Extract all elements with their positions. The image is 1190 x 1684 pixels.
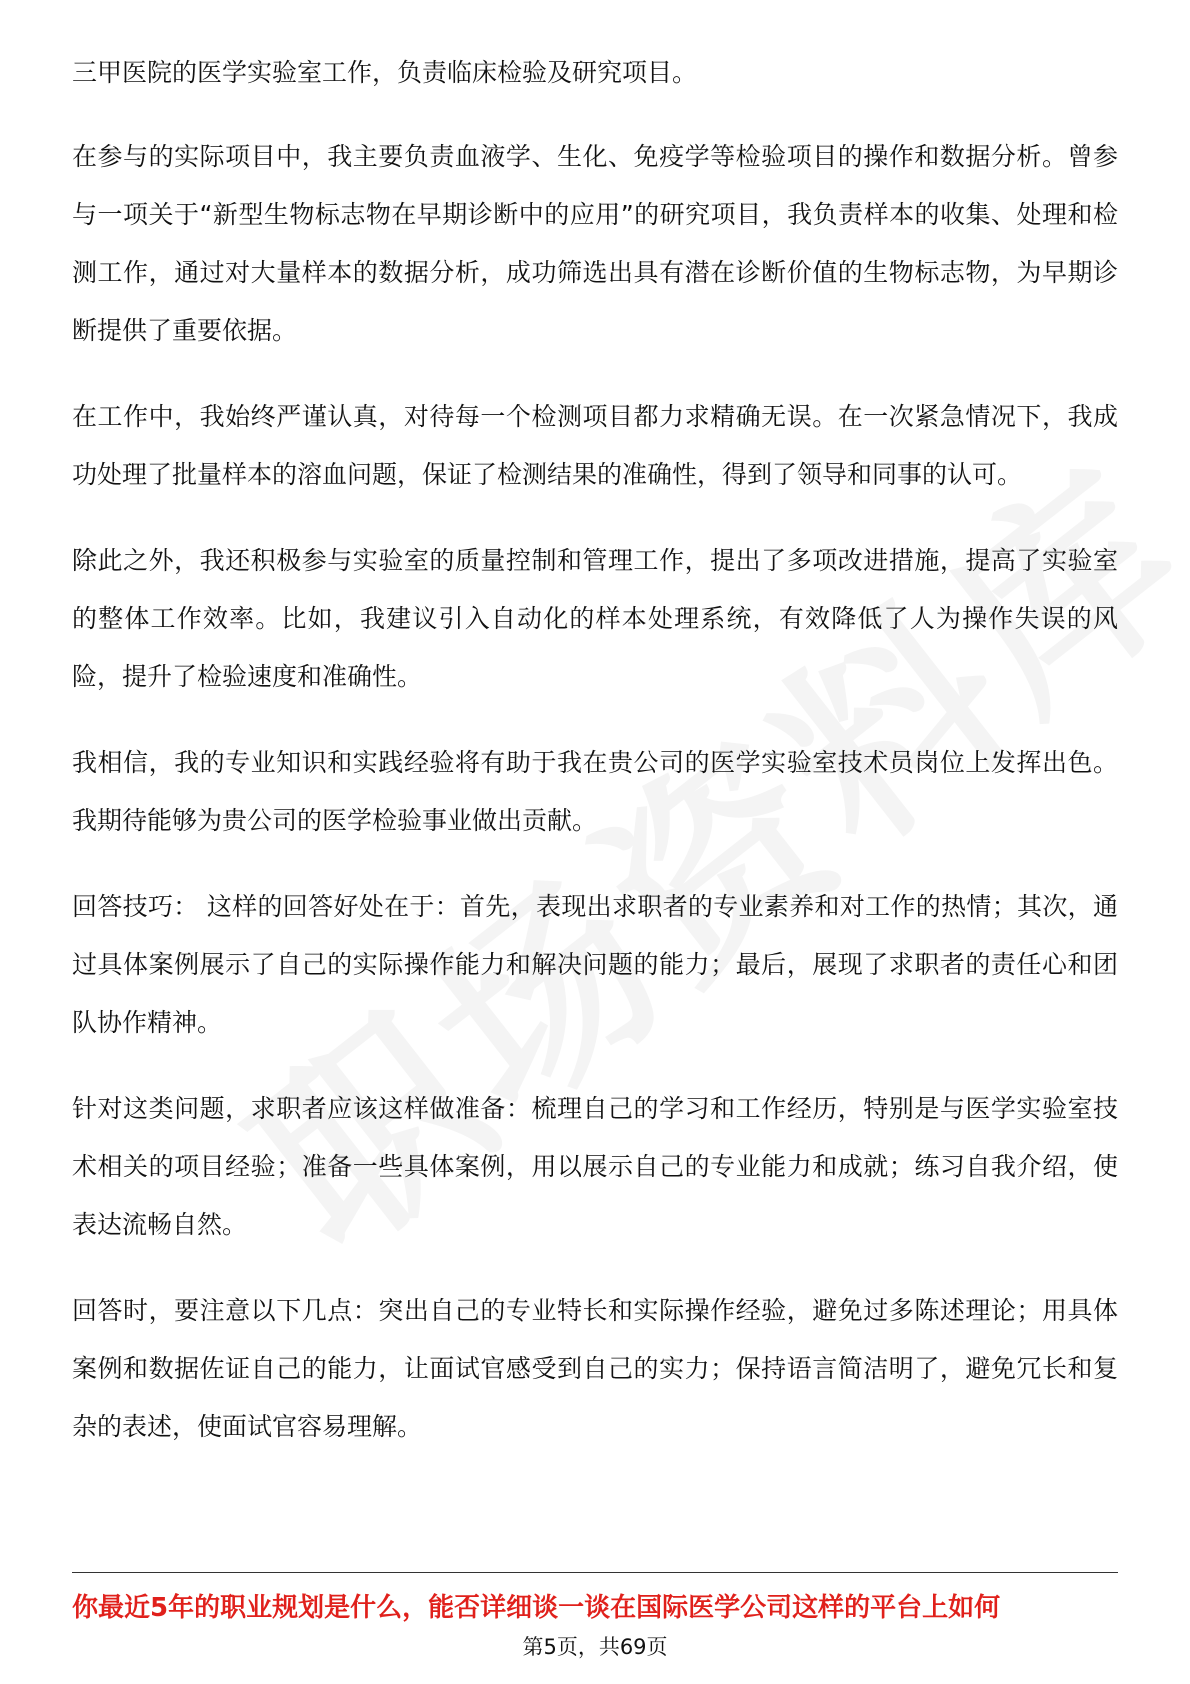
next-question-heading: 你最近5年的职业规划是什么，能否详细谈一谈在国际医学公司这样的平台上如何 — [72, 1593, 1001, 1623]
paragraph-2: 在参与的实际项目中，我主要负责血液学、生化、免疫学等检验项目的操作和数据分析。曾参与一项关于“新型生物标志物在早期诊断中的应用”的研究项目，我负责样本的收集、处理和检测工作，通过对大量样本的数据分析，成功筛选出具有潜在诊断价值的生物标志物，为早期诊断提供了重要依据。 — [72, 142, 1118, 345]
paragraph-5: 我相信，我的专业知识和实践经验将有助于我在贵公司的医学实验室技术员岗位上发挥出色。我期待能够为贵公司的医学检验事业做出贡献。 — [72, 748, 1118, 835]
page-number: 第5页，共69页 — [522, 1635, 668, 1659]
paragraph-3: 在工作中，我始终严谨认真，对待每一个检测项目都力求精确无误。在一次紧急情况下，我成功处理了批量样本的溶血问题，保证了检测结果的准确性，得到了领导和同事的认可。 — [72, 402, 1118, 489]
page-content — [72, 44, 1118, 1484]
paragraph-preparation: 针对这类问题，求职者应该这样做准备：梳理自己的学习和工作经历，特别是与医学实验室技术相关的项目经验；准备一些具体案例，用以展示自己的专业能力和成就；练习自我介绍，使表达流畅自然。 — [72, 1094, 1118, 1239]
paragraph-notes: 回答时，要注意以下几点：突出自己的专业特长和实际操作经验，避免过多陈述理论；用具体案例和数据佐证自己的能力，让面试官感受到自己的实力；保持语言简洁明了，避免冗长和复杂的表述，使面试官容易理解。 — [72, 1296, 1118, 1441]
paragraph-answer-tips: 回答技巧： 这样的回答好处在于：首先，表现出求职者的专业素养和对工作的热情；其次，通过具体案例展示了自己的实际操作能力和解决问题的能力；最后，展现了求职者的责任心和团队协作精神。 — [72, 892, 1118, 1037]
paragraph-4: 除此之外，我还积极参与实验室的质量控制和管理工作，提出了多项改进措施，提高了实验室的整体工作效率。比如，我建议引入自动化的样本处理系统，有效降低了人为操作失误的风险，提升了检验速度和准确性。 — [72, 546, 1118, 691]
paragraph-1: 三甲医院的医学实验室工作，负责临床检验及研究项目。 — [72, 58, 698, 87]
footer-divider — [72, 1572, 1118, 1573]
